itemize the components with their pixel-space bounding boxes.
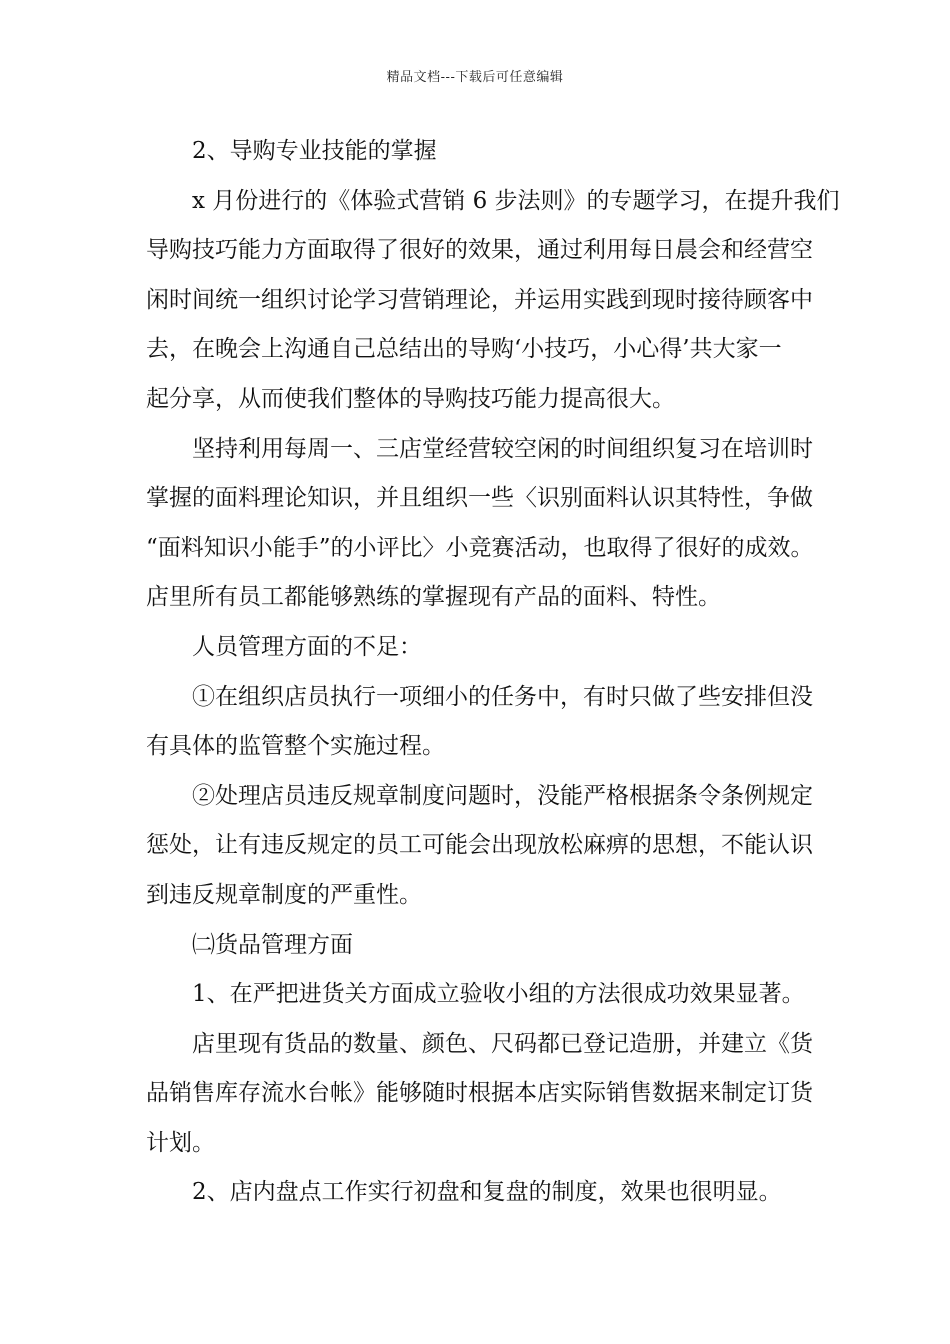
text-line: 品销售库存流水台帐》能够随时根据本店实际销售数据来制定订货 — [146, 1080, 813, 1107]
text-line: 有具体的监管整个实施过程。 — [146, 733, 445, 760]
text-line: 人员管理方面的不足： — [192, 633, 422, 660]
paragraph — [146, 425, 818, 623]
text-line: 店里所有员工都能够熟练的掌握现有产品的面料、特性。 — [146, 584, 721, 611]
document-body — [146, 127, 840, 1218]
text-line: x 月份进行的《体验式营销 6 步法则》的专题学习，在提升我们 — [192, 187, 840, 214]
text-line: 导购技巧能力方面取得了很好的效果，通过利用每日晨会和经营空 — [146, 237, 813, 264]
text-line: 店里现有货品的数量、颜色、尺码都已登记造册，并建立《货 — [192, 1030, 813, 1057]
text-line: 到违反规章制度的严重性。 — [146, 881, 422, 908]
paragraph — [146, 673, 818, 772]
paragraph — [146, 772, 818, 921]
text-line: 2、导购专业技能的掌握 — [192, 138, 437, 164]
text-line: 1、在严把进货关方面成立验收小组的方法很成功效果显著。 — [192, 981, 805, 1008]
text-line: “面料知识小能手”的小评比〉小竞赛活动，也取得了很好的成效。 — [146, 534, 814, 561]
text-line: 计划。 — [146, 1129, 215, 1156]
text-line: 闲时间统一组织讨论学习营销理论，并运用实践到现时接待顾客中 — [146, 286, 813, 313]
text-line: 惩处，让有违反规定的员工可能会出现放松麻痹的思想，不能认识 — [146, 832, 813, 859]
paragraph — [146, 1020, 818, 1169]
text-line: 掌握的面料理论知识，并且组织一些〈识别面料认识其特性，争做 — [146, 485, 813, 512]
text-line: 起分享，从而使我们整体的导购技巧能力提高很大。 — [146, 385, 675, 412]
text-line: 去，在晚会上沟通自己总结出的导购‘小技巧，小心得’共大家一 — [146, 336, 782, 363]
paragraph — [146, 921, 818, 971]
text-line: 2、店内盘点工作实行初盘和复盘的制度，效果也很明显。 — [192, 1179, 782, 1206]
text-line: 坚持利用每周一、三店堂经营较空闲的时间组织复习在培训时 — [192, 435, 813, 462]
paragraph — [146, 127, 818, 177]
text-line: ①在组织店员执行一项细小的任务中，有时只做了些安排但没 — [192, 683, 813, 710]
page-header: 精品文档---下载后可任意编辑 — [386, 70, 564, 85]
paragraph — [146, 623, 818, 673]
paragraph — [146, 177, 840, 425]
text-line: ②处理店员违反规章制度问题时，没能严格根据条令条例规定 — [192, 782, 813, 809]
paragraph — [146, 970, 818, 1020]
text-line: ㈡货品管理方面 — [192, 931, 353, 958]
paragraph — [146, 1168, 818, 1218]
